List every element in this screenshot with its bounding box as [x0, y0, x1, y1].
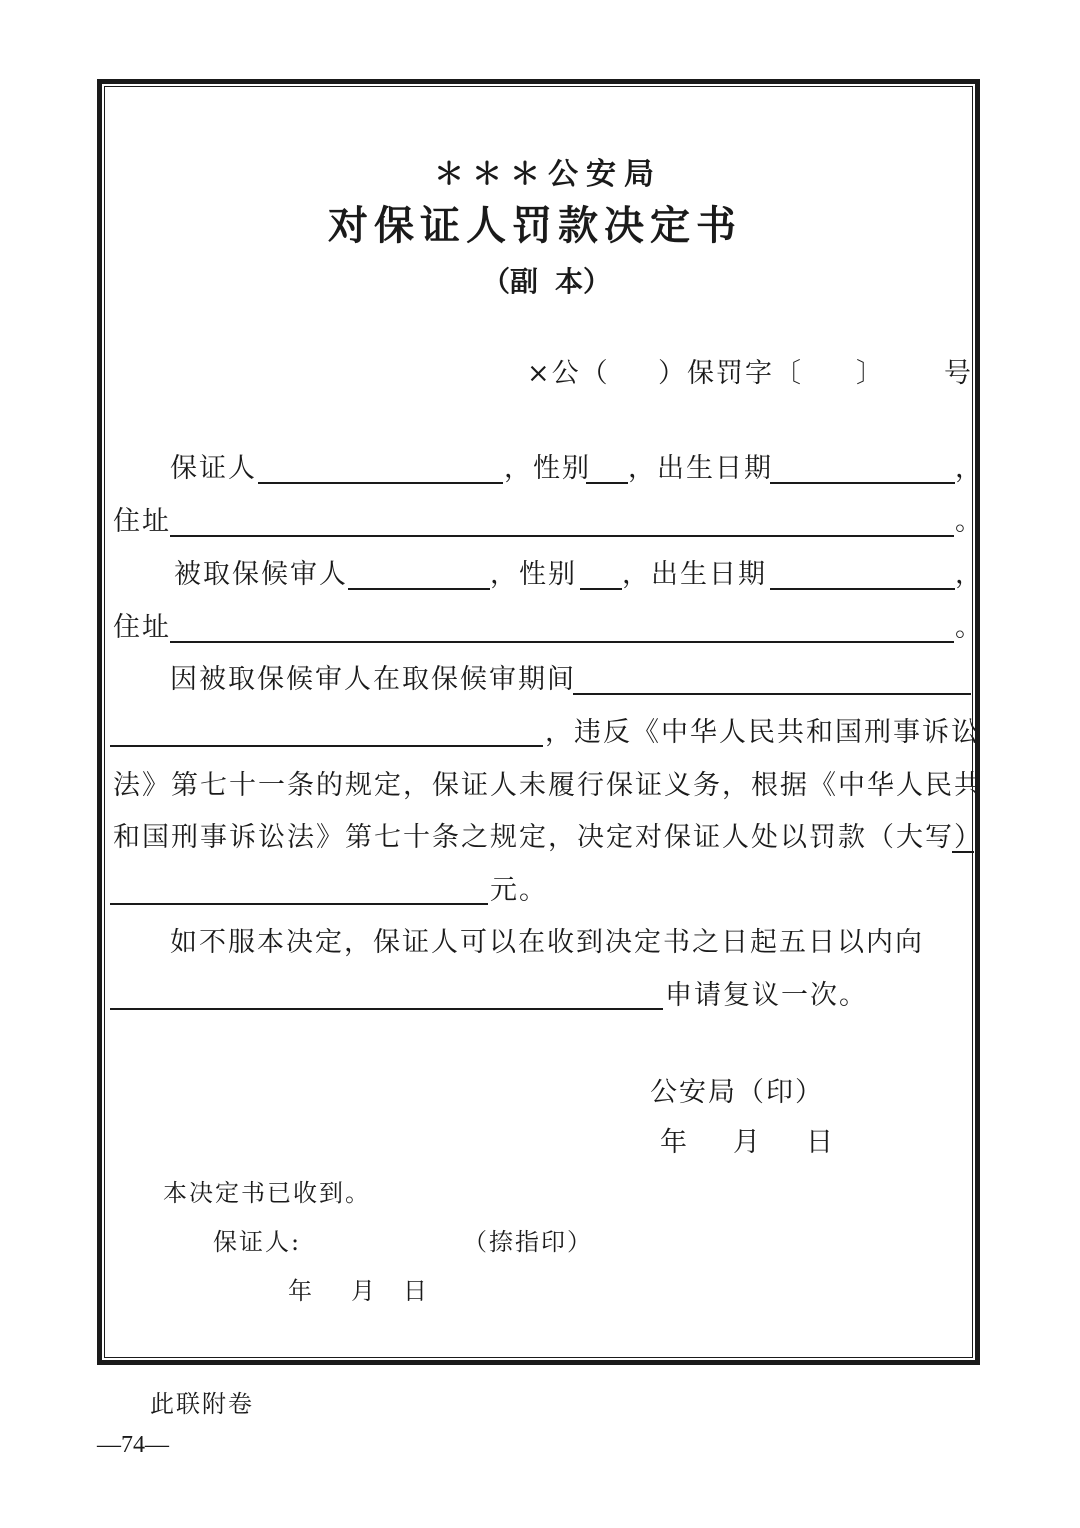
suspect-birth-label: ，出生日期: [622, 559, 767, 590]
doc-number-suffix: 号: [944, 358, 973, 389]
period: 。: [955, 506, 984, 537]
para2-line1: 如不服本决定，保证人可以在收到决定书之日起五日以内向: [170, 927, 924, 958]
receipt-guarantor-label: 保证人:: [213, 1228, 302, 1256]
fine-amount-field-a[interactable]: [952, 851, 974, 853]
signature-day: 日: [806, 1127, 835, 1158]
para1-line1: 因被取保候审人在取保候审期间: [170, 664, 576, 695]
violation-field-b[interactable]: [110, 745, 543, 747]
guarantor-gender-field[interactable]: [586, 482, 628, 484]
guarantor-birth-field[interactable]: [770, 482, 955, 484]
archive-note: 此联附卷: [150, 1390, 254, 1418]
signature-year: 年: [660, 1127, 689, 1158]
para1-line4: 和国刑事诉讼法》第七十条之规定，决定对保证人处以罚款（大写）: [113, 822, 983, 853]
guarantor-label: 保证人: [170, 453, 257, 484]
receipt-day: 日: [403, 1277, 429, 1305]
doc-number-middle: ）保罚字〔: [658, 358, 803, 389]
guarantor-address-field[interactable]: [170, 535, 954, 537]
comma: ，: [955, 559, 984, 590]
suspect-address-field[interactable]: [170, 641, 954, 643]
signature-month: 月: [733, 1127, 762, 1158]
para1-line3: 法》第七十一条的规定，保证人未履行保证义务，根据《中华人民共: [113, 770, 983, 801]
page-number: —74—: [97, 1432, 169, 1458]
copy-label-open: （副: [482, 265, 539, 298]
receipt-year: 年: [288, 1277, 314, 1305]
receipt-month: 月: [351, 1277, 377, 1305]
para1-line2: ，违反《中华人民共和国刑事诉讼: [545, 717, 980, 748]
suspect-gender-label: ，性别: [490, 559, 577, 590]
violation-field-a[interactable]: [573, 693, 971, 695]
suspect-name-field[interactable]: [348, 588, 490, 590]
doc-number-bracket-close: 〕: [856, 358, 885, 389]
issuing-office-seal: 公安局（印）: [650, 1077, 824, 1108]
appeal-authority-field[interactable]: [110, 1008, 663, 1010]
suspect-gender-field[interactable]: [580, 588, 622, 590]
suspect-address-label: 住址: [113, 612, 171, 643]
guarantor-gender-label: ，性别: [504, 453, 591, 484]
guarantor-address-label: 住址: [113, 506, 171, 537]
document-title: 对保证人罚款决定书: [328, 202, 742, 249]
agency-line: ＊＊＊公安局: [434, 157, 662, 192]
guarantor-name-field[interactable]: [258, 482, 503, 484]
fine-amount-field-b[interactable]: [110, 903, 488, 905]
receipt-acknowledgement: 本决定书已收到。: [163, 1179, 371, 1207]
guarantor-birth-label: ，出生日期: [628, 453, 773, 484]
comma: ，: [955, 453, 984, 484]
doc-number-prefix: ×公（: [527, 358, 610, 389]
para2-line2: 申请复议一次。: [665, 980, 868, 1011]
copy-label-close: 本）: [555, 265, 612, 298]
period: 。: [955, 612, 984, 643]
suspect-label: 被取保候审人: [174, 559, 348, 590]
fingerprint-label: （捺指印）: [463, 1228, 593, 1256]
suspect-birth-field[interactable]: [770, 588, 955, 590]
para1-line5: 元。: [490, 875, 548, 906]
